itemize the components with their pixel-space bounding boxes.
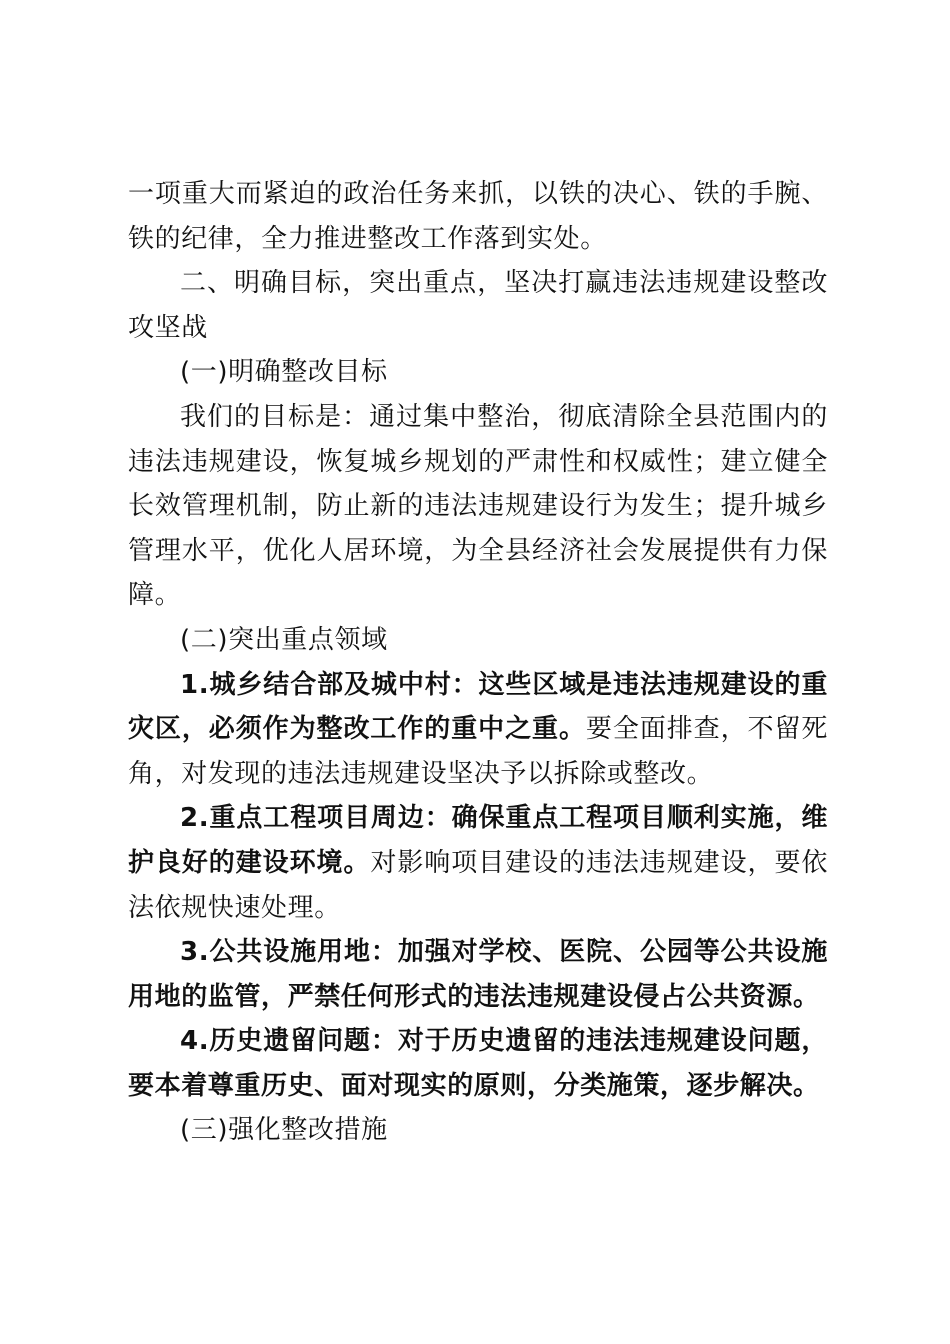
paragraph-text: 我们的目标是：通过集中整治，彻底清除全县范围内的违法违规建设，恢复城乡规划的严肃性和权威性；建立健全长效管理机制，防止新的违法违规建设行为发生；提升城乡管理水平，优化人居环境，为全县经济社会发展提供有力保障。 bbox=[128, 401, 828, 611]
section-heading-2 bbox=[128, 261, 828, 350]
subsection-heading-2 bbox=[128, 618, 828, 663]
subsection-heading-3 bbox=[128, 1108, 828, 1153]
subsection-heading-1 bbox=[128, 350, 828, 395]
goal-paragraph bbox=[128, 395, 828, 618]
key-area-item-2 bbox=[128, 796, 828, 930]
paragraph-continuation bbox=[128, 172, 828, 261]
item-lead-bold: 1.城乡结合部及城中村：这些区域是违法违规建设的重灾区，必须作为整改工作的重中之重。 bbox=[128, 669, 828, 745]
heading-text: (一)明确整改目标 bbox=[180, 357, 388, 388]
key-area-item-1 bbox=[128, 663, 828, 797]
item-lead-bold: 3.公共设施用地：加强对学校、医院、公园等公共设施用地的监管，严禁任何形式的违法违规建设侵占公共资源。 bbox=[128, 937, 828, 1012]
heading-text: 二、明确目标，突出重点，坚决打赢违法违规建设整改攻坚战 bbox=[128, 268, 828, 343]
item-text: 要全面排查，不留死角，对发现的违法违规建设坚决予以拆除或整改。 bbox=[128, 714, 828, 789]
item-lead-bold: 4.历史遗留问题：对于历史遗留的违法违规建设问题，要本着尊重历史、面对现实的原则，分类施策，逐步解决。 bbox=[128, 1026, 828, 1101]
document-body bbox=[128, 172, 828, 1153]
paragraph-text: 一项重大而紧迫的政治任务来抓，以铁的决心、铁的手腕、铁的纪律，全力推进整改工作落到实处。 bbox=[128, 179, 828, 254]
key-area-item-4 bbox=[128, 1019, 828, 1108]
item-lead-bold: 2.重点工程项目周边：确保重点工程项目顺利实施，维护良好的建设环境。 bbox=[128, 803, 828, 878]
item-text: 对影响项目建设的违法违规建设，要依法依规快速处理。 bbox=[128, 847, 828, 923]
key-area-item-3 bbox=[128, 930, 828, 1019]
heading-text: (三)强化整改措施 bbox=[180, 1115, 388, 1146]
heading-text: (二)突出重点领域 bbox=[180, 624, 388, 655]
